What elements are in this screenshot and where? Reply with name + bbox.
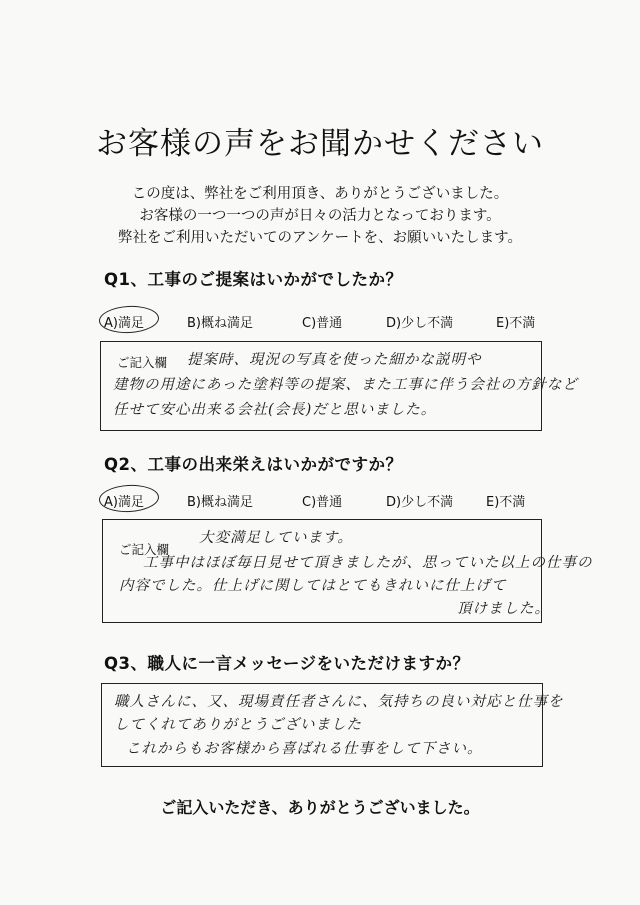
- option-label: A)満足: [104, 495, 144, 510]
- option-label: E)不満: [496, 316, 536, 331]
- box-label: ご記入欄: [119, 542, 170, 557]
- selection-circle: [98, 304, 159, 334]
- question-1-options: [0, 312, 640, 334]
- option-label: C)普通: [302, 495, 343, 510]
- answer-box-1[interactable]: [100, 341, 578, 431]
- option-label: C)普通: [302, 316, 343, 331]
- option-c[interactable]: [302, 491, 342, 510]
- handwritten-line: 職人さんに、又、現場責任者さんに、気持ちの良い対応と仕事を: [114, 694, 564, 710]
- selection-circle: [98, 483, 159, 513]
- handwritten-line: これからもお客様から喜ばれる仕事をして下さい。: [126, 741, 483, 757]
- option-label: D)少し不満: [386, 316, 454, 331]
- handwritten-line: 大変満足しています。: [199, 530, 353, 546]
- handwritten-line: してくれてありがとうございました: [114, 717, 362, 733]
- question-2-label: Q2、工事の出来栄えはいかがですか？: [104, 455, 403, 474]
- option-d[interactable]: [386, 491, 453, 510]
- handwritten-line: 工事中はほぼ毎日見せて頂きましたが、思っていた以上の仕事の: [143, 555, 593, 571]
- option-a-selected[interactable]: [104, 491, 144, 510]
- intro-line: この度は、弊社をご利用頂き、ありがとうございました。: [131, 186, 509, 202]
- question-2-options: [0, 491, 640, 513]
- question-1-label: Q1、工事のご提案はいかがでしたか？: [104, 270, 403, 289]
- handwritten-line: 頂けました。: [457, 601, 550, 617]
- question-3-label: Q3、職人に一言メッセージをいただけますか？: [104, 654, 470, 673]
- closing-message: ご記入いただき、ありがとうございました。: [160, 798, 480, 817]
- option-label: B)概ね満足: [187, 495, 253, 510]
- handwritten-line: 任せて安心出来る会社(会長)だと思いました。: [113, 402, 437, 418]
- handwritten-line: 内容でした。仕上げに関してはとてもきれいに仕上げて: [119, 578, 507, 594]
- option-label: A)満足: [104, 316, 144, 331]
- answer-box-3[interactable]: [101, 683, 564, 767]
- intro-text: [0, 183, 640, 249]
- option-label: D)少し不満: [386, 495, 454, 510]
- option-b[interactable]: [187, 491, 253, 510]
- intro-line: 弊社をご利用いただいてのアンケートを、お願いいたします。: [118, 230, 522, 246]
- handwritten-line: 提案時、現況の写真を使った細かな説明や: [187, 352, 482, 368]
- option-c[interactable]: [302, 312, 342, 331]
- page-title: お客様の声をお聞かせください: [96, 126, 544, 162]
- box-label: ご記入欄: [117, 355, 168, 370]
- handwritten-line: 建物の用途にあった塗料等の提案、また工事に伴う会社の方針など: [113, 377, 578, 393]
- intro-line: お客様の一つ一つの声が日々の活力となっております。: [139, 208, 501, 224]
- answer-box-2[interactable]: [102, 519, 593, 623]
- option-a-selected[interactable]: [104, 312, 144, 331]
- option-label: E)不満: [486, 495, 526, 510]
- option-b[interactable]: [187, 312, 253, 331]
- option-e[interactable]: [486, 491, 525, 510]
- option-e[interactable]: [496, 312, 535, 331]
- option-label: B)概ね満足: [187, 316, 253, 331]
- option-d[interactable]: [386, 312, 453, 331]
